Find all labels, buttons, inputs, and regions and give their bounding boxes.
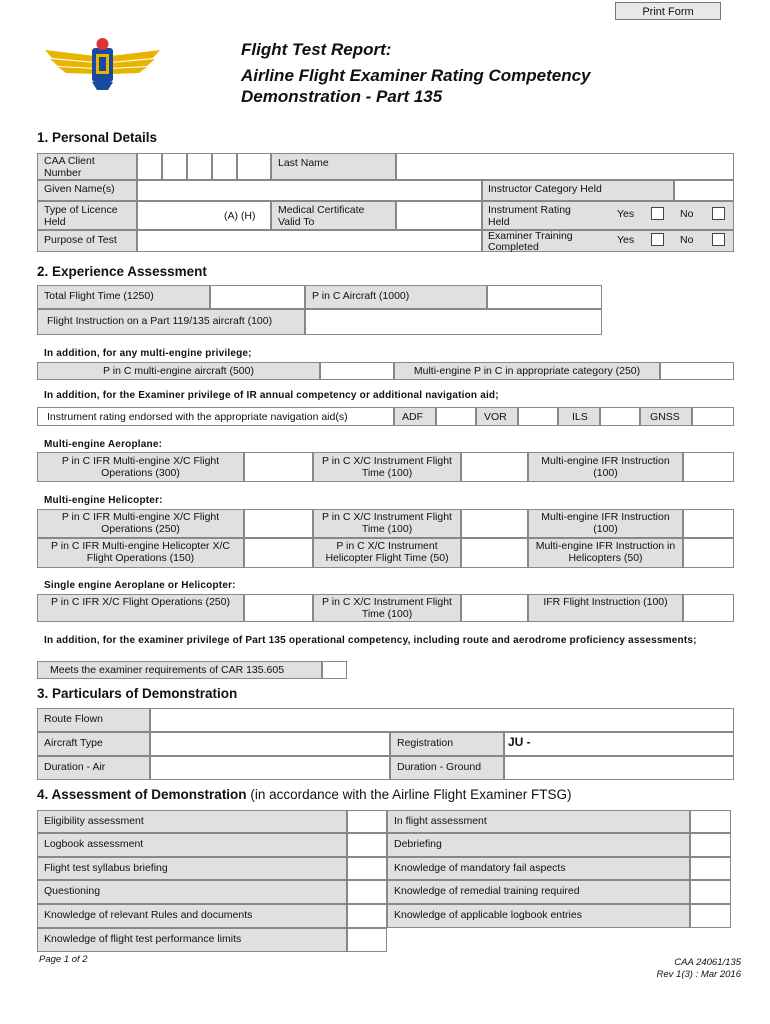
se-title: Single engine Aeroplane or Helicopter: [44, 580, 236, 591]
assess-right-field-3[interactable] [690, 857, 731, 880]
adf-field[interactable] [436, 407, 476, 426]
me-aero-c-label: Multi-engine IFR Instruction (100) [541, 455, 670, 479]
examiner-training-yes-label: Yes [617, 234, 635, 246]
multi-pic-cat-field[interactable] [660, 362, 734, 380]
caa-logo [40, 32, 165, 92]
multi-engine-note: In addition, for any multi-engine privilege; [44, 348, 252, 359]
me-heli-c1-label: Multi-engine IFR Instruction (100) [541, 511, 670, 535]
route-flown-field[interactable] [150, 708, 734, 732]
duration-air-field[interactable] [150, 756, 390, 780]
assess-left-label-6: Knowledge of flight test performance limits [44, 933, 242, 945]
assess-left-field-1[interactable] [347, 810, 387, 833]
client-number-digit-2[interactable] [162, 153, 187, 180]
registration-label: Registration [397, 737, 454, 749]
assess-right-label-2: Debriefing [394, 838, 442, 850]
se-a-field[interactable] [244, 594, 313, 622]
section4-title: 4. Assessment of Demonstration [37, 787, 247, 802]
ils-label: ILS [572, 411, 588, 423]
gnss-label: GNSS [650, 411, 680, 423]
registration-value: JU - [508, 735, 531, 749]
adf-label: ADF [402, 411, 423, 423]
pic-aircraft-field[interactable] [487, 285, 602, 309]
medical-cert-field[interactable] [396, 201, 482, 230]
pic-multi-field[interactable] [320, 362, 394, 380]
duration-ground-field[interactable] [504, 756, 734, 780]
examiner-training-yes-checkbox[interactable] [651, 233, 664, 246]
duration-air-label: Duration - Air [44, 761, 106, 773]
examiner-training-label: Examiner Training Completed [488, 230, 573, 253]
instructor-category-field[interactable] [674, 180, 734, 201]
revision: Rev 1(3) : Mar 2016 [656, 969, 741, 980]
last-name-label: Last Name [278, 157, 329, 169]
client-number-digit-1[interactable] [137, 153, 162, 180]
form-title-line2: Airline Flight Examiner Rating Competency [241, 66, 591, 85]
section4-subtitle: (in accordance with the Airline Flight Examiner FTSG) [250, 787, 572, 802]
print-form-button[interactable]: Print Form [615, 2, 721, 20]
me-heli-c2-field[interactable] [683, 538, 734, 568]
me-aero-b-field[interactable] [461, 452, 528, 482]
me-heli-a1-label: P in C IFR Multi-engine X/C Flight Operations (250) [61, 511, 220, 535]
me-aero-a-label: P in C IFR Multi-engine X/C Flight Operations (300) [61, 455, 220, 479]
assess-left-label-3: Flight test syllabus briefing [44, 862, 168, 874]
instrument-rating-yes-checkbox[interactable] [651, 207, 664, 220]
last-name-field[interactable] [396, 153, 734, 180]
assess-right-field-1[interactable] [690, 810, 731, 833]
instrument-rating-no-label: No [680, 208, 694, 220]
assess-left-label-1: Eligibility assessment [44, 815, 144, 827]
client-number-digit-4[interactable] [212, 153, 237, 180]
se-b-field[interactable] [461, 594, 528, 622]
given-names-label: Given Name(s) [44, 183, 115, 195]
total-flight-time-label: Total Flight Time (1250) [44, 290, 154, 302]
assess-left-label-5: Knowledge of relevant Rules and documents [44, 909, 253, 921]
examiner-training-no-label: No [680, 234, 694, 246]
section1-title: 1. Personal Details [37, 130, 158, 145]
assess-left-label-4: Questioning [44, 885, 101, 897]
assess-right-field-5[interactable] [690, 904, 731, 928]
instrument-rating-no-checkbox[interactable] [712, 207, 725, 220]
form-number: CAA 24061/135 [674, 957, 741, 968]
caa-client-number-label: CAA Client Number [44, 155, 95, 179]
me-heli-title: Multi-engine Helicopter: [44, 495, 163, 506]
assess-left-field-4[interactable] [347, 880, 387, 904]
form-title-line1: Flight Test Report: [241, 40, 392, 59]
section4-heading [37, 787, 571, 802]
pic-multi-label: P in C multi-engine aircraft (500) [103, 365, 254, 377]
total-flight-time-field[interactable] [210, 285, 305, 309]
assess-right-label-3: Knowledge of mandatory fail aspects [394, 862, 566, 874]
me-heli-c1-field[interactable] [683, 509, 734, 538]
se-b-label: P in C X/C Instrument Flight Time (100) [322, 596, 452, 620]
se-c-label: IFR Flight Instruction (100) [543, 596, 668, 608]
page-number: Page 1 of 2 [39, 954, 88, 965]
instructor-category-label: Instructor Category Held [488, 183, 602, 195]
me-heli-b2-field[interactable] [461, 538, 528, 568]
se-a-label: P in C IFR X/C Flight Operations (250) [51, 596, 230, 608]
aircraft-type-field[interactable] [150, 732, 390, 756]
multi-pic-cat-label: Multi-engine P in C in appropriate category (250) [413, 365, 641, 377]
me-heli-b1-label: P in C X/C Instrument Flight Time (100) [322, 511, 452, 535]
assess-right-label-4: Knowledge of remedial training required [394, 885, 580, 897]
assess-right-label-1: In flight assessment [394, 815, 487, 827]
examiner-training-no-checkbox[interactable] [712, 233, 725, 246]
purpose-of-test-field[interactable] [137, 230, 482, 252]
route-flown-label: Route Flown [44, 713, 103, 725]
me-aero-b-label: P in C X/C Instrument Flight Time (100) [322, 455, 452, 479]
meets-req-field[interactable] [322, 661, 347, 679]
assess-right-label-5: Knowledge of applicable logbook entries [394, 909, 582, 921]
pic-aircraft-label: P in C Aircraft (1000) [312, 290, 410, 302]
client-number-digit-5[interactable] [237, 153, 271, 180]
me-heli-c2-label: Multi-engine IFR Instruction in Helicopters (50) [535, 540, 676, 564]
me-aero-title: Multi-engine Aeroplane: [44, 439, 163, 450]
assess-left-field-6[interactable] [347, 928, 387, 952]
section2-title: 2. Experience Assessment [37, 264, 207, 279]
assess-right-field-2[interactable] [690, 833, 731, 857]
me-aero-c-field[interactable] [683, 452, 734, 482]
purpose-of-test-label: Purpose of Test [44, 234, 117, 246]
licence-ah-label: (A) (H) [224, 210, 256, 222]
flight-instruction-label: Flight Instruction on a Part 119/135 aircraft (100) [47, 315, 273, 327]
me-heli-a1-field[interactable] [244, 509, 313, 538]
me-heli-a2-field[interactable] [244, 538, 313, 568]
form-title-line3: Demonstration - Part 135 [241, 87, 443, 106]
instrument-rating-yes-label: Yes [617, 208, 635, 220]
me-heli-b2-label: P in C X/C Instrument Helicopter Flight Time (50) [325, 540, 449, 564]
ils-field[interactable] [600, 407, 640, 426]
flight-instruction-field[interactable] [305, 309, 602, 335]
client-number-digit-3[interactable] [187, 153, 212, 180]
meets-req-label: Meets the examiner requirements of CAR 135.605 [50, 664, 285, 676]
duration-ground-label: Duration - Ground [397, 761, 482, 773]
ir-endorsed-label: Instrument rating endorsed with the appropriate navigation aid(s) [47, 411, 348, 423]
assess-left-field-5[interactable] [347, 904, 387, 928]
part135-note: In addition, for the examiner privilege of Part 135 operational competency, including route and aerodrome proficiency assessments; [44, 635, 697, 646]
se-c-field[interactable] [683, 594, 734, 622]
gnss-field[interactable] [692, 407, 734, 426]
section3-title: 3. Particulars of Demonstration [37, 686, 238, 701]
assess-left-field-2[interactable] [347, 833, 387, 857]
assess-left-field-3[interactable] [347, 857, 387, 880]
me-heli-a2-label: P in C IFR Multi-engine Helicopter X/C Flight Operations (150) [51, 540, 230, 564]
aircraft-type-label: Aircraft Type [44, 737, 103, 749]
me-heli-b1-field[interactable] [461, 509, 528, 538]
given-names-field[interactable] [137, 180, 482, 201]
medical-cert-label: Medical Certificate Valid To [278, 204, 365, 228]
me-aero-a-field[interactable] [244, 452, 313, 482]
assess-left-label-2: Logbook assessment [44, 838, 144, 850]
licence-type-label: Type of Licence Held [44, 204, 118, 228]
vor-field[interactable] [518, 407, 558, 426]
instrument-rating-label: Instrument Rating Held [488, 204, 571, 228]
ir-note: In addition, for the Examiner privilege of IR annual competency or additional navigation aid; [44, 390, 499, 401]
vor-label: VOR [484, 411, 507, 423]
assess-right-field-4[interactable] [690, 880, 731, 904]
registration-field[interactable] [504, 732, 734, 756]
